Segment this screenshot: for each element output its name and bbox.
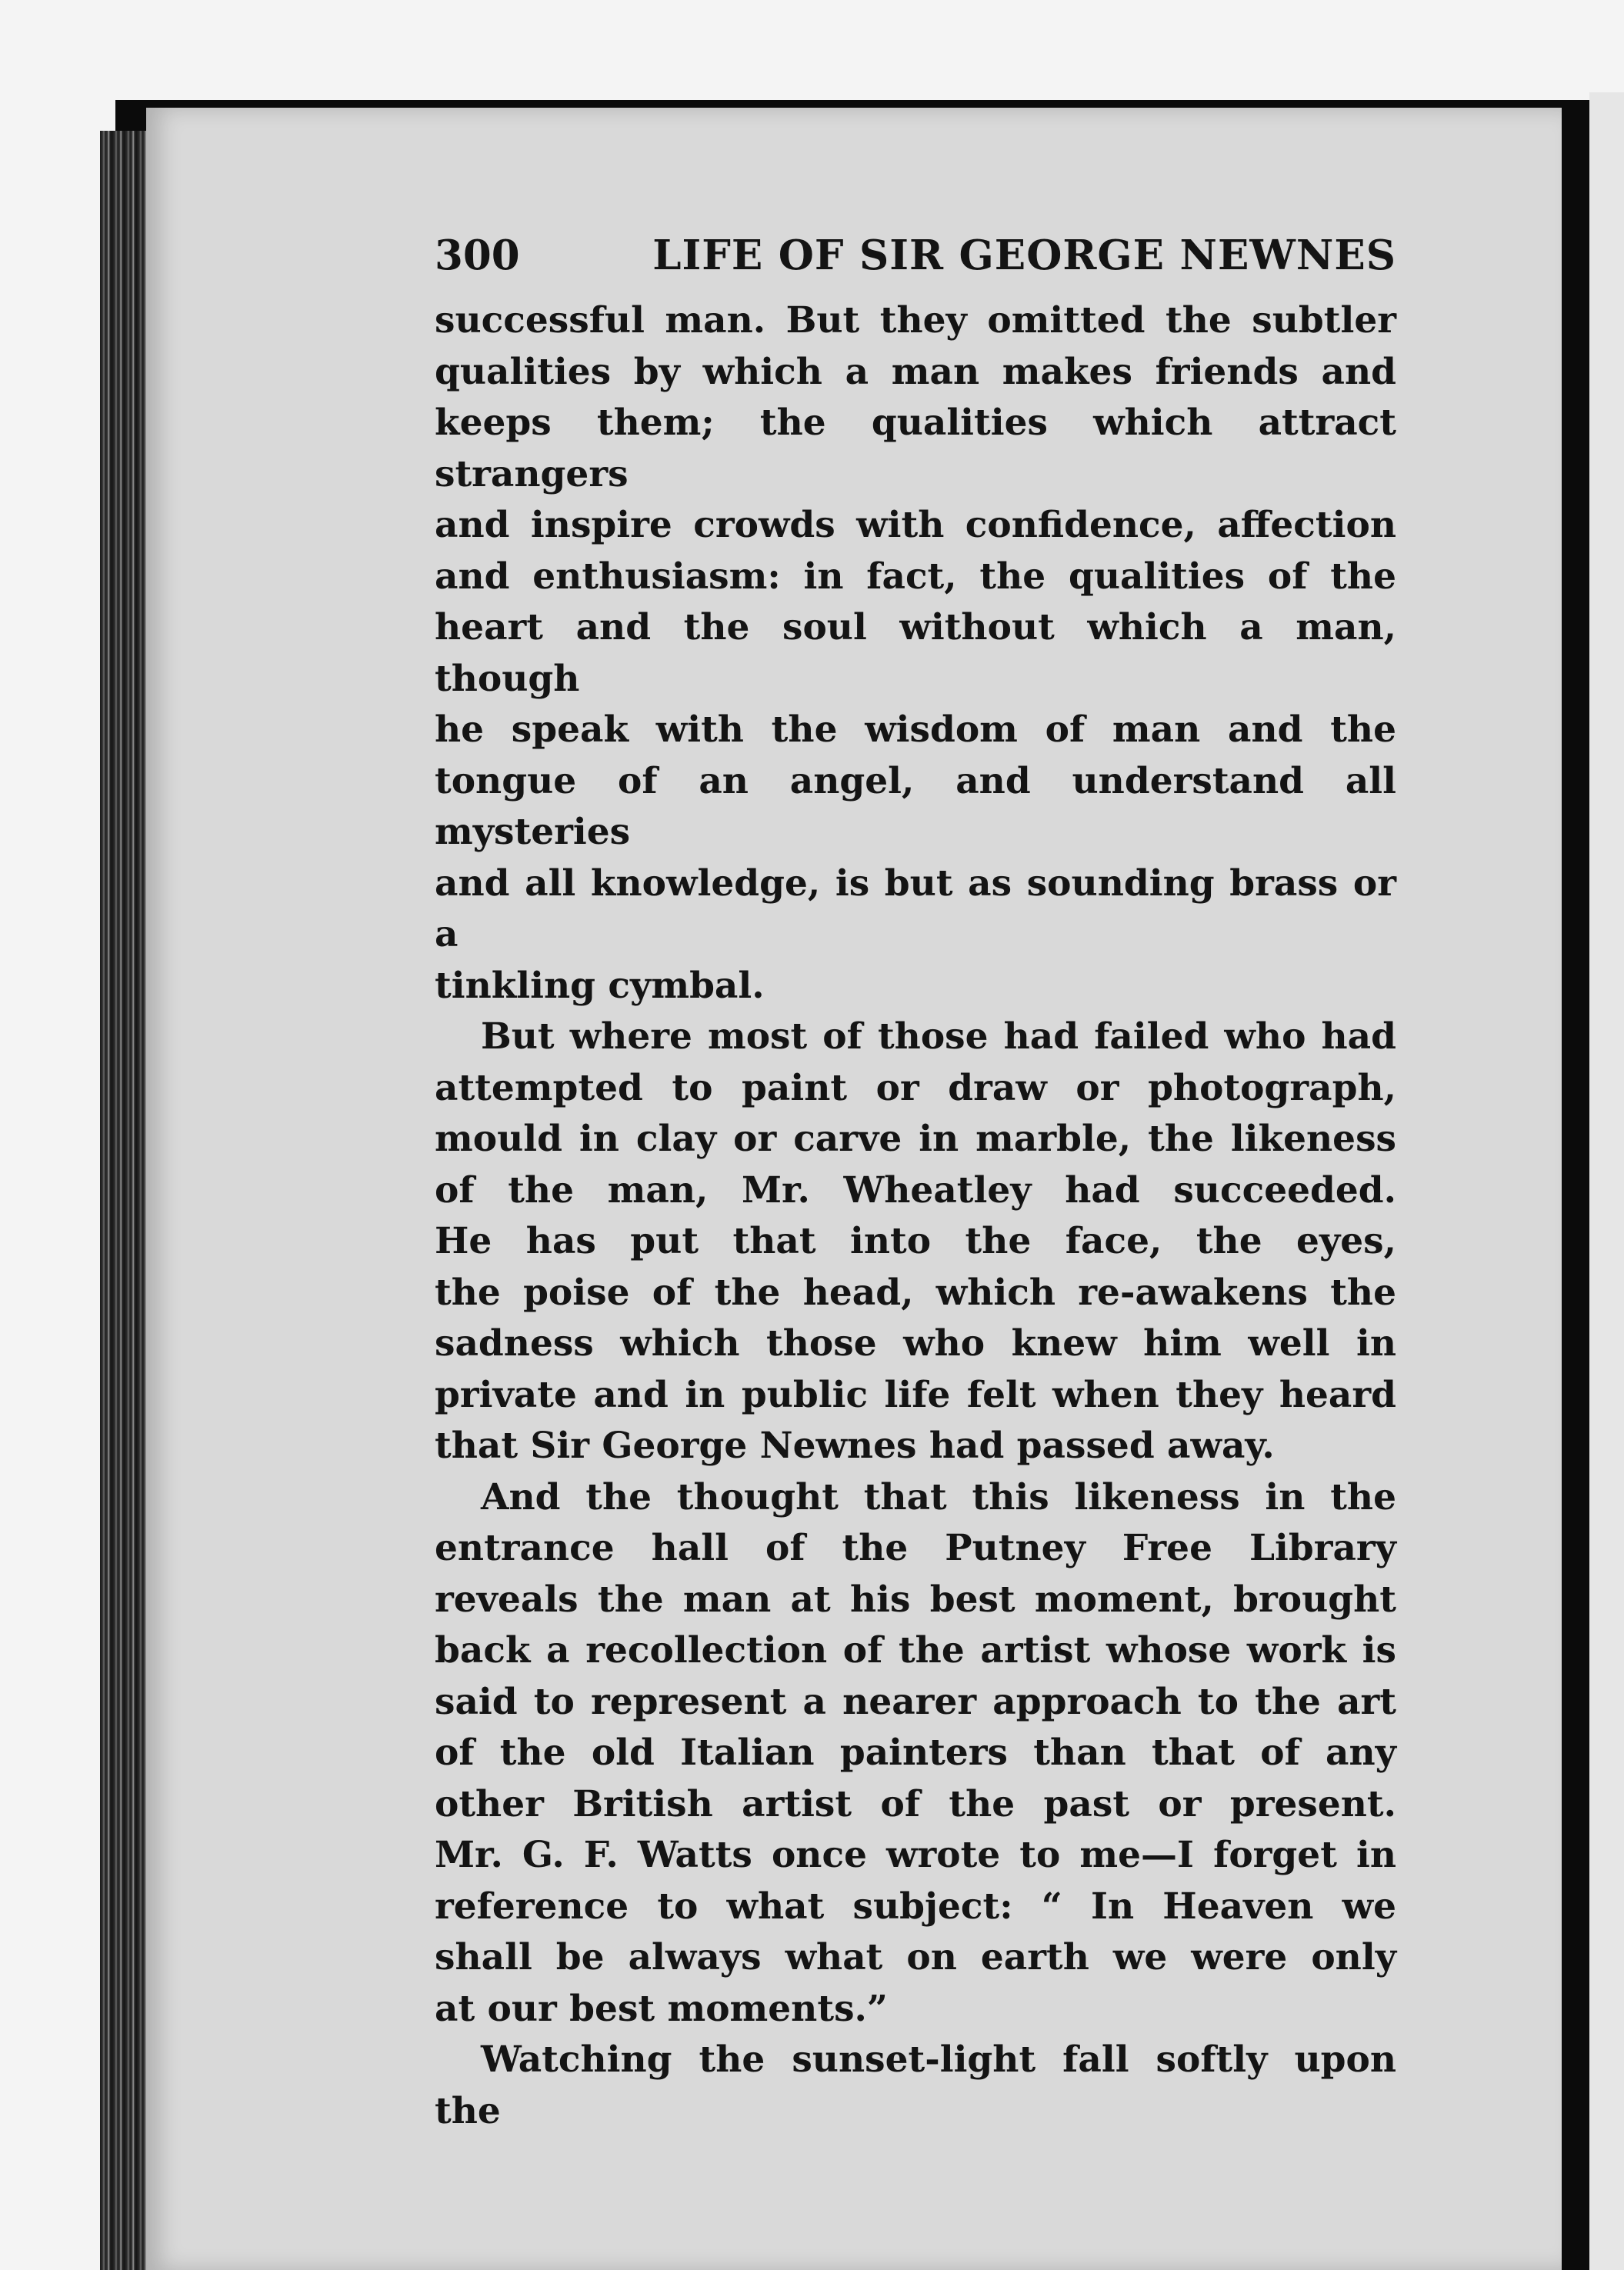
text-line: mould in clay or carve in marble, the likeness <box>435 1118 1396 1160</box>
text-line: tongue of an angel, and understand all mysteries <box>435 759 1396 853</box>
running-head <box>435 225 1396 286</box>
text-line: reveals the man at his best moment, brought <box>435 1578 1396 1621</box>
text-line: tinkling cymbal. <box>435 964 765 1007</box>
text-line: private and in public life felt when they heard <box>435 1373 1396 1416</box>
text-line: and enthusiasm: in fact, the qualities of the <box>435 555 1396 598</box>
text-line: He has put that into the face, the eyes, <box>435 1220 1396 1262</box>
text-line: at our best moments.” <box>435 1987 888 2030</box>
text-line: entrance hall of the Putney Free Library <box>435 1527 1396 1569</box>
page-number: 300 <box>435 232 520 279</box>
text-line: he speak with the wisdom of man and the <box>435 708 1396 751</box>
text-line: reference to what subject: “ In Heaven we <box>435 1885 1396 1928</box>
text-line: other British artist of the past or present. <box>435 1782 1396 1825</box>
running-title: LIFE OF SIR GEORGE NEWNES <box>652 232 1396 279</box>
body-text <box>435 295 1396 2137</box>
text-line: keeps them; the qualities which attract strangers <box>435 402 1396 495</box>
text-line: Mr. G. F. Watts once wrote to me—I forget in <box>435 1834 1396 1876</box>
text-line: back a recollection of the artist whose work is <box>435 1629 1396 1672</box>
text-line: and inspire crowds with confidence, affection <box>435 504 1396 546</box>
text-line: and all knowledge, is but as sounding brass or a <box>435 862 1396 955</box>
text-line: Watching the sunset-light fall softly upon the <box>435 2038 1396 2132</box>
text-line: the poise of the head, which re-awakens the <box>435 1271 1396 1314</box>
text-line: of the old Italian painters than that of any <box>435 1732 1396 1774</box>
text-line: that Sir George Newnes had passed away. <box>435 1425 1275 1467</box>
text-line: shall be always what on earth we were only <box>435 1936 1396 1978</box>
adjacent-sheet-edge <box>1589 92 1624 2270</box>
text-line: of the man, Mr. Wheatley had succeeded. <box>435 1168 1396 1212</box>
text-line: sadness which those who knew him well in <box>435 1322 1396 1365</box>
text-line: attempted to paint or draw or photograph, <box>435 1066 1396 1109</box>
page-content <box>435 225 1396 2137</box>
text-line: said to represent a nearer approach to the art <box>435 1680 1396 1723</box>
text-line: And the thought that this likeness in the <box>481 1475 1396 1518</box>
text-line: But where most of those had failed who had <box>481 1015 1396 1058</box>
text-line: successful man. But they omitted the subtler <box>435 299 1396 342</box>
text-line: heart and the soul without which a man, though <box>435 606 1396 700</box>
text-line: qualities by which a man makes friends and <box>435 350 1396 393</box>
